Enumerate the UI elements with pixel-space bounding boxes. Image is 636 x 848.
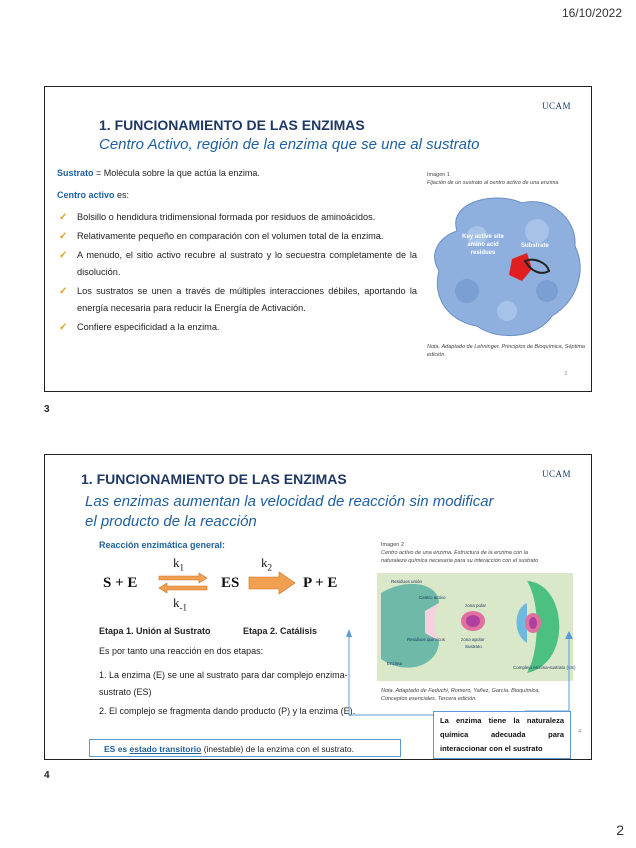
image2-note: Nota. Adaptado de Feduchi, Romero, Yañez, García. Bioquímica, Conceptos esenciales. Tercera edición. [381,688,540,702]
stages-intro: Es por tanto una reacción en dos etapas: [99,646,264,656]
reaction-label: Reacción enzimática general: [99,540,226,550]
slide2-title: 1. FUNCIONAMIENTO DE LAS ENZIMAS [81,471,347,487]
img-label-sustrato: Sustrato [465,644,482,649]
slide-velocidad-reaccion [44,454,592,760]
enzyme-surface-image [427,191,587,341]
list-item: ✓ A menudo, el sitio activo recubre al sustrato y lo secuestra completamente de la disolución. [57,247,417,281]
check-icon: ✓ [59,322,68,333]
list-item: ✓ Los sustratos se unen a través de múltiples interacciones débiles, aportando la energía necesaria para reducir la Energía de Activación. [57,283,417,317]
k2-label: $k_2$ [261,555,272,573]
img-label-centro-activo: Centro activo [419,595,446,600]
sustrato-definition [57,165,260,182]
list-item: ✓ Bolsillo o hendidura tridimensional formada por residuos de aminoácidos. [57,209,417,226]
k-minus1-label: $k_{-1}$ [173,595,187,613]
slide2-subtitle-line2: el producto de la reacción [85,513,257,530]
image2-title: Imagen 2 [381,542,404,548]
stage2-label: Etapa 2. Catálisis [243,626,318,636]
check-icon: ✓ [59,231,68,242]
slide2-number: 4 [44,770,50,781]
check-icon: ✓ [59,286,68,297]
equilibrium-arrows-icon [157,572,209,594]
sustrato-text: = Molécula sobre la que actúa la enzima. [93,168,260,178]
img-label-enzima: Enzima [387,661,403,666]
step2-text: 2. El complejo se fragmenta dando producto (P) y la enzima (E). [99,706,356,716]
catalysis-arrow-icon [247,571,297,595]
centro-activo-heading [57,187,129,204]
enzyme-nature-box: La enzima tiene la naturaleza química adecuada para interaccionar con el sustrato [433,711,571,759]
page-number: 2 [616,822,624,838]
image1-caption: Fijación de un sustrato al centro activo de una enzima [427,180,559,186]
slide1-footer-number: 3 [564,371,567,377]
slide-centro-activo [44,86,592,392]
sustrato-label: Sustrato [57,168,94,178]
centro-activo-label: Centro activo [57,190,115,200]
img-label-complejo: Complejo enzima-sustrato (ES) [513,665,576,670]
img-label-residuos-quimicos: Residuos químicos [407,637,446,642]
step1-text: 1. La enzima (E) se une al sustrato para dar complejo enzima-sustrato (ES) [99,670,348,697]
centro-activo-list [57,209,417,338]
slide1-title: 1. FUNCIONAMIENTO DE LAS ENZIMAS [99,117,365,133]
k1-label: $k_1$ [173,555,184,573]
image1-label-substrate: Substrate [521,243,549,249]
slide2-subtitle-line1: Las enzimas aumentan la velocidad de reacción sin modificar [85,493,494,510]
slide2-footer-number: 4 [578,729,581,735]
eq-products: P + E [303,575,338,591]
centro-activo-suffix: es: [114,190,130,200]
check-icon: ✓ [59,212,68,223]
image1-note: Nota. Adaptado de Lehninger. Principios de Bioquímica, Séptima edición. [427,344,585,358]
slide1-number: 3 [44,404,50,415]
ucam-logo: UCAM [541,469,571,479]
eq-complex: ES [221,575,240,591]
list-item: ✓ Confiere especificidad a la enzima. [57,319,417,336]
image1-title: Imagen 1 [427,172,450,178]
transition-state-box: ES es estado transitorio (inestable) de la enzima con el sustrato. [89,739,401,757]
image2-caption: Centro activo de una enzima. Estructura de la enzima con la naturaleza química necesaria para su interacción con el sustrato [381,550,539,564]
document-date: 16/10/2022 [561,6,622,20]
img-label-zona-polar: zona polar [465,603,487,608]
list-item: ✓ Relativamente pequeño en comparación con el volumen total de la enzima. [57,228,417,245]
check-icon: ✓ [59,250,68,261]
img-label-residuos-union: Residuos unión [391,579,423,584]
ucam-logo: UCAM [541,101,571,111]
image1-label-site: Key active site amino acid residues [462,234,504,256]
stage1-label: Etapa 1. Unión al Sustrato [99,626,211,636]
eq-reactants: S + E [103,575,138,591]
slide1-subtitle: Centro Activo, región de la enzima que se une al sustrato [99,136,480,153]
img-label-zona-apolar: zona apolar [461,637,485,642]
